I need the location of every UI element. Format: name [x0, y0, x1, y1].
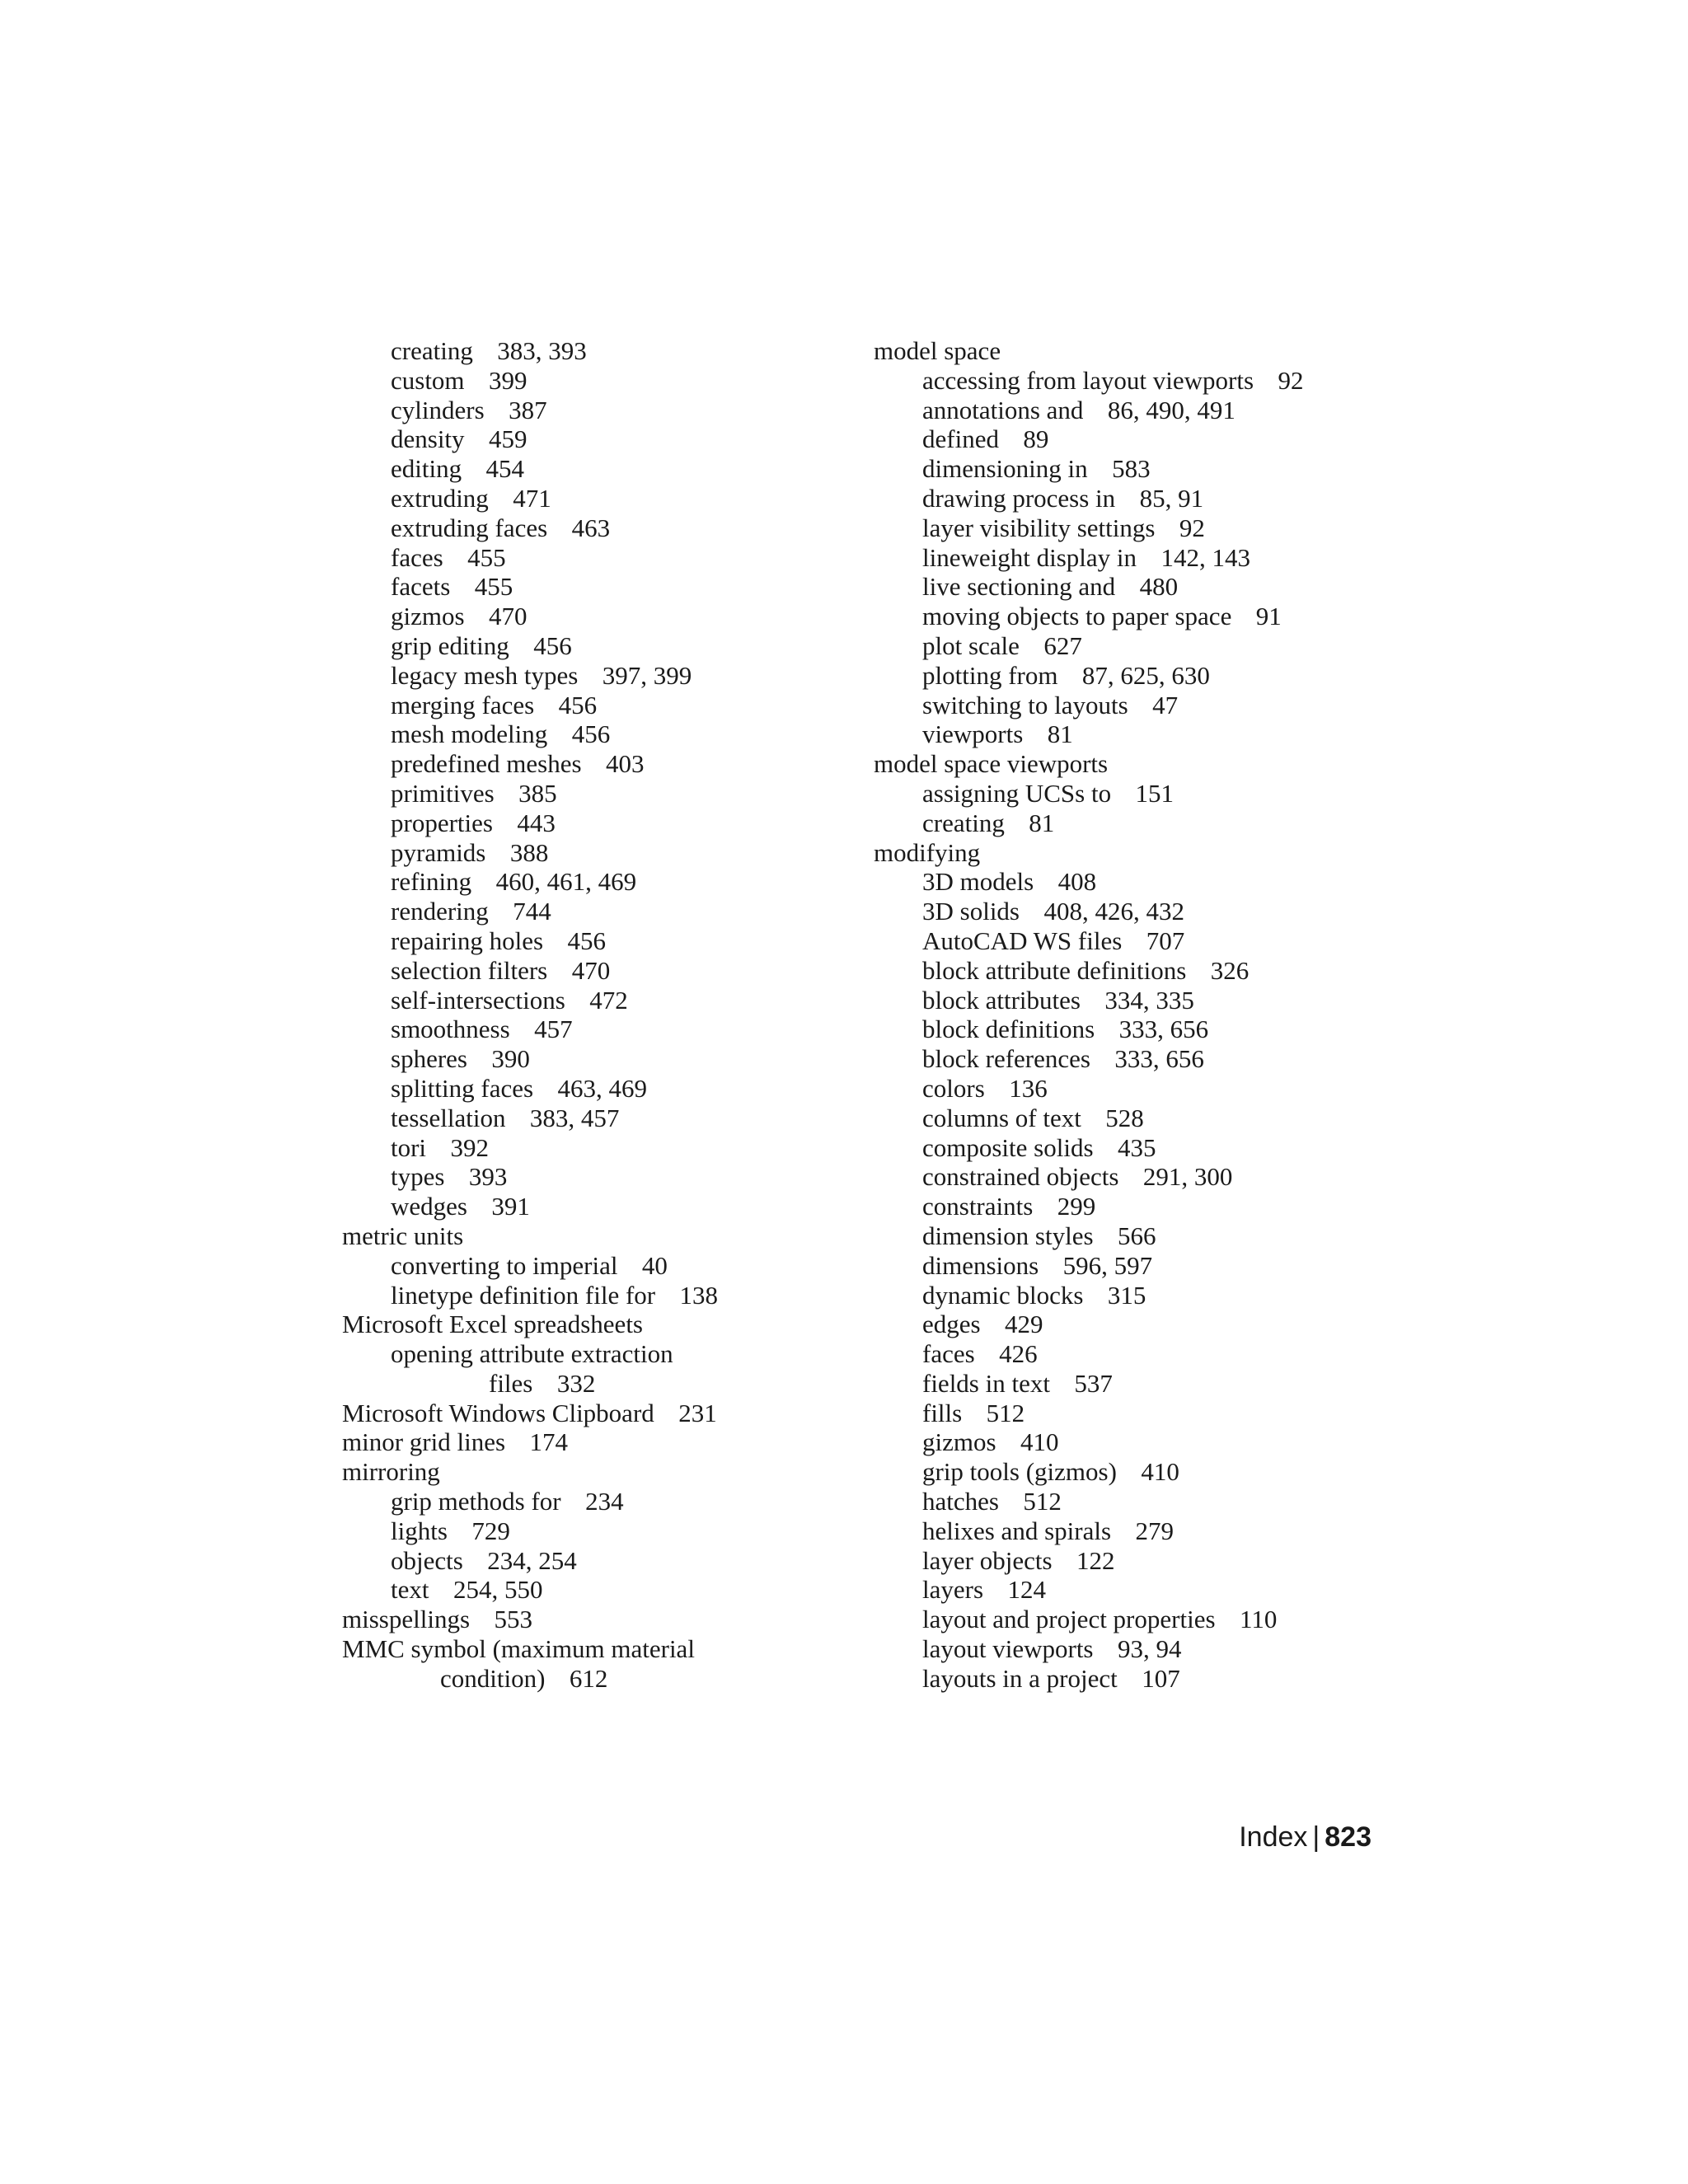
index-page-refs: 471: [513, 483, 551, 513]
index-entry: [874, 1399, 1401, 1428]
index-page-refs: 391: [491, 1192, 530, 1221]
index-entry: [874, 1369, 1401, 1399]
index-entry: [874, 779, 1401, 808]
index-page-refs: 729: [471, 1516, 510, 1545]
index-term: assigning UCSs to: [922, 778, 1112, 808]
index-entry: [874, 986, 1401, 1015]
index-entry: [874, 661, 1401, 691]
index-entry: [874, 1427, 1401, 1457]
index-term: edges: [922, 1310, 981, 1339]
index-page-refs: 91: [1255, 602, 1282, 631]
index-entry: [874, 1251, 1401, 1281]
index-term: drawing process in: [922, 483, 1116, 513]
index-page-refs: 456: [571, 719, 611, 749]
index-entry: [342, 661, 837, 691]
index-term: colors: [922, 1073, 985, 1103]
index-entry: [874, 926, 1401, 956]
index-page-refs: 408, 426, 432: [1043, 897, 1184, 926]
index-term: text: [391, 1575, 429, 1605]
index-term: selection filters: [391, 955, 548, 985]
index-term: helixes and spirals: [922, 1516, 1112, 1545]
index-entry: [874, 1575, 1401, 1605]
index-entry: [874, 424, 1401, 454]
index-term: 3D solids: [922, 897, 1020, 926]
index-entry: [342, 1281, 837, 1310]
index-page-refs: 408: [1057, 867, 1097, 897]
index-entry: [874, 513, 1401, 543]
index-page-refs: 392: [450, 1132, 489, 1162]
index-page-refs: 107: [1142, 1663, 1180, 1693]
index-term: editing: [391, 454, 462, 484]
index-term: lights: [391, 1516, 448, 1545]
index-entry: [342, 1310, 837, 1339]
index-entry: [342, 691, 837, 720]
index-entry: [874, 1605, 1401, 1634]
index-term: gizmos: [391, 602, 465, 631]
index-page-refs: 537: [1074, 1368, 1113, 1398]
index-entry: [874, 1487, 1401, 1516]
index-term: fills: [922, 1398, 963, 1427]
index-page-refs: 85, 91: [1139, 483, 1204, 513]
index-entry: [342, 484, 837, 513]
index-page-refs: 122: [1076, 1545, 1115, 1575]
index-page-refs: 455: [474, 572, 513, 602]
index-page-refs: 279: [1135, 1516, 1174, 1545]
index-term: extruding faces: [391, 513, 548, 542]
index-entry: [342, 749, 837, 779]
index-page-refs: 315: [1107, 1280, 1146, 1310]
index-entry: [874, 454, 1401, 484]
index-page-refs: 512: [1023, 1487, 1062, 1516]
index-term: predefined meshes: [391, 749, 582, 779]
index-page-refs: 435: [1117, 1132, 1156, 1162]
index-page-refs: 553: [494, 1605, 532, 1634]
index-page-refs: 528: [1105, 1103, 1144, 1132]
index-term: switching to layouts: [922, 690, 1128, 719]
index-page-refs: 136: [1009, 1073, 1048, 1103]
page-number: 823: [1325, 1821, 1372, 1853]
index-page-refs: 426: [999, 1339, 1038, 1369]
index-term: mirroring: [342, 1457, 440, 1487]
index-term: objects: [391, 1545, 463, 1575]
index-term: merging faces: [391, 690, 535, 719]
index-term: mesh modeling: [391, 719, 548, 749]
index-page-refs: 410: [1141, 1457, 1179, 1487]
index-entry: [342, 396, 837, 425]
index-page-refs: 456: [533, 630, 572, 660]
index-page-refs: 334, 335: [1104, 985, 1194, 1015]
index-page-refs: 333, 656: [1114, 1044, 1204, 1074]
index-term: dynamic blocks: [922, 1280, 1084, 1310]
index-page-refs: 110: [1239, 1605, 1278, 1634]
index-page-refs: 138: [679, 1280, 719, 1310]
index-term: repairing holes: [391, 926, 544, 955]
index-entry: [342, 602, 837, 631]
index-term: splitting faces: [391, 1073, 534, 1103]
index-term: live sectioning and: [922, 572, 1116, 602]
index-entry: [342, 543, 837, 573]
index-term: constrained objects: [922, 1162, 1119, 1192]
index-term: primitives: [391, 778, 495, 808]
index-term: Microsoft Excel spreadsheets: [342, 1310, 643, 1339]
index-page-refs: 470: [489, 602, 528, 631]
index-entry: [342, 1251, 837, 1281]
index-term: facets: [391, 572, 451, 602]
index-entry: [342, 1104, 837, 1133]
index-page-refs: 443: [517, 808, 556, 837]
index-term: faces: [391, 542, 443, 572]
index-entry: [342, 1015, 837, 1044]
index-term: annotations and: [922, 395, 1084, 424]
index-entry: [342, 1575, 837, 1605]
index-term: grip tools (gizmos): [922, 1457, 1117, 1487]
index-entry: [874, 838, 1401, 868]
index-page-refs: 326: [1210, 955, 1250, 985]
index-page-refs: 387: [509, 395, 547, 424]
index-page-refs: 291, 300: [1142, 1162, 1233, 1192]
index-term: metric units: [342, 1221, 464, 1250]
index-term: layouts in a project: [922, 1663, 1118, 1693]
index-entry: [874, 1044, 1401, 1074]
index-page-refs: 480: [1139, 572, 1179, 602]
index-page-refs: 463, 469: [557, 1073, 647, 1103]
index-entry: [874, 1104, 1401, 1133]
index-page-refs: 403: [605, 749, 645, 779]
index-term: smoothness: [391, 1015, 510, 1044]
index-page-refs: 151: [1135, 778, 1175, 808]
index-entry: [874, 867, 1401, 897]
index-term: cylinders: [391, 395, 485, 424]
index-page-refs: 234, 254: [487, 1545, 577, 1575]
index-page-refs: 457: [534, 1015, 573, 1044]
index-term: layers: [922, 1575, 984, 1605]
index-entry: [874, 631, 1401, 661]
index-term: layout and project properties: [922, 1605, 1216, 1634]
index-page-refs: 92: [1179, 513, 1205, 542]
index-entry: [874, 1634, 1401, 1664]
index-column-left: [342, 336, 837, 1694]
index-entry: [874, 1457, 1401, 1487]
index-entry: [874, 1310, 1401, 1339]
index-entry: [874, 808, 1401, 838]
index-entry: [342, 719, 837, 749]
index-entry: [342, 1399, 837, 1428]
index-term: hatches: [922, 1487, 999, 1516]
index-entry: [874, 1221, 1401, 1251]
index-entry: [342, 926, 837, 956]
index-page-refs: 456: [567, 926, 607, 955]
index-entry: [874, 1339, 1401, 1369]
index-term: linetype definition file for: [391, 1280, 656, 1310]
index-entry: [874, 1281, 1401, 1310]
index-page-refs: 47: [1152, 690, 1179, 719]
index-term: self-intersections: [391, 985, 565, 1015]
index-entry: [342, 1516, 837, 1546]
index-term: 3D models: [922, 867, 1034, 897]
index-entry: [342, 838, 837, 868]
index-term: block definitions: [922, 1015, 1095, 1044]
index-entry: [874, 602, 1401, 631]
index-term: grip editing: [391, 630, 509, 660]
index-page-refs: 299: [1057, 1192, 1096, 1221]
index-entry: [342, 513, 837, 543]
index-page-refs: 174: [529, 1427, 568, 1457]
index-term: files: [489, 1368, 533, 1398]
index-term: plotting from: [922, 660, 1058, 690]
index-entry: [342, 808, 837, 838]
index-entry: [342, 1664, 837, 1694]
index-term: dimensioning in: [922, 454, 1088, 484]
index-term: composite solids: [922, 1132, 1094, 1162]
index-page-refs: 707: [1146, 926, 1185, 955]
index-term: fields in text: [922, 1368, 1050, 1398]
index-page-refs: 472: [589, 985, 628, 1015]
index-page-refs: 612: [569, 1663, 608, 1693]
index-term: layer objects: [922, 1545, 1053, 1575]
index-entry: [342, 1339, 837, 1369]
footer-separator: |: [1312, 1821, 1320, 1853]
index-page-refs: 124: [1007, 1575, 1046, 1605]
index-entry: [874, 749, 1401, 779]
index-entry: [874, 336, 1401, 366]
index-page-refs: 410: [1020, 1427, 1059, 1457]
index-term: defined: [922, 424, 999, 454]
index-term: accessing from layout viewports: [922, 365, 1254, 395]
index-term: rendering: [391, 897, 489, 926]
index-term: density: [391, 424, 465, 454]
index-page-refs: 383, 457: [529, 1103, 620, 1132]
index-entry: [342, 1605, 837, 1634]
index-term: creating: [922, 808, 1005, 837]
index-term: legacy mesh types: [391, 660, 579, 690]
index-term: misspellings: [342, 1605, 471, 1634]
index-page-refs: 86, 490, 491: [1107, 395, 1236, 424]
index-page-refs: 40: [641, 1250, 668, 1280]
index-term: pyramids: [391, 837, 486, 867]
index-entry: [874, 1015, 1401, 1044]
index-term: layer visibility settings: [922, 513, 1156, 542]
index-entry: [874, 1133, 1401, 1163]
index-term: AutoCAD WS files: [922, 926, 1123, 955]
index-term: constraints: [922, 1192, 1034, 1221]
index-page-refs: 463: [571, 513, 611, 542]
index-term: moving objects to paper space: [922, 602, 1232, 631]
index-term: spheres: [391, 1044, 467, 1074]
index-term: dimension styles: [922, 1221, 1094, 1250]
index-page-refs: 231: [678, 1398, 717, 1427]
index-page-refs: 397, 399: [602, 660, 692, 690]
index-page-refs: 93, 94: [1117, 1634, 1182, 1664]
index-term: faces: [922, 1339, 975, 1369]
index-entry: [342, 1634, 837, 1664]
index-term: layout viewports: [922, 1634, 1094, 1664]
index-entry: [342, 956, 837, 986]
index-page-refs: 333, 656: [1118, 1015, 1209, 1044]
index-page-refs: 459: [489, 424, 528, 454]
index-entry: [874, 543, 1401, 573]
page-footer: [1154, 1821, 1372, 1854]
index-entry: [342, 572, 837, 602]
index-term: block attribute definitions: [922, 955, 1187, 985]
index-term: block references: [922, 1044, 1090, 1074]
index-entry: [342, 779, 837, 808]
index-entry: [342, 1192, 837, 1221]
index-term: dimensions: [922, 1250, 1039, 1280]
index-term: lineweight display in: [922, 542, 1137, 572]
index-page-refs: 81: [1047, 719, 1073, 749]
index-page-refs: 390: [491, 1044, 530, 1074]
index-entry: [874, 1664, 1401, 1694]
index-entry: [874, 572, 1401, 602]
index-entry: [874, 366, 1401, 396]
index-page-refs: 332: [556, 1368, 596, 1398]
index-column-right: [874, 336, 1401, 1694]
index-page-refs: 596, 597: [1062, 1250, 1153, 1280]
index-page-refs: 234: [585, 1487, 624, 1516]
index-page-refs: 456: [558, 690, 598, 719]
index-entry: [874, 719, 1401, 749]
index-entry: [342, 1044, 837, 1074]
index-page-refs: 512: [986, 1398, 1025, 1427]
index-term: grip methods for: [391, 1487, 561, 1516]
index-entry: [342, 1427, 837, 1457]
index-page-refs: 393: [468, 1162, 508, 1192]
index-page-refs: 399: [489, 365, 528, 395]
index-term: wedges: [391, 1192, 467, 1221]
index-entry: [342, 454, 837, 484]
index-term: extruding: [391, 483, 489, 513]
index-page-refs: 81: [1029, 808, 1055, 837]
index-entry: [874, 1162, 1401, 1192]
index-entry: [342, 1457, 837, 1487]
index-entry: [342, 867, 837, 897]
index-entry: [342, 424, 837, 454]
index-page-refs: 470: [571, 955, 611, 985]
index-entry: [342, 336, 837, 366]
index-page-refs: 383, 393: [497, 336, 587, 365]
index-term: refining: [391, 867, 472, 897]
index-page-refs: 388: [509, 837, 549, 867]
index-entry: [342, 986, 837, 1015]
index-page-refs: 429: [1005, 1310, 1043, 1339]
index-page-refs: 627: [1043, 630, 1082, 660]
index-term: model space: [874, 336, 1001, 365]
index-term: minor grid lines: [342, 1427, 506, 1457]
index-entry: [874, 1516, 1401, 1546]
index-entry: [342, 1369, 837, 1399]
index-entry: [342, 1221, 837, 1251]
index-term: plot scale: [922, 630, 1020, 660]
index-term: properties: [391, 808, 493, 837]
index-term: tori: [391, 1132, 427, 1162]
index-term: tessellation: [391, 1103, 506, 1132]
index-page-refs: 92: [1278, 365, 1304, 395]
index-entry: [874, 484, 1401, 513]
index-term: viewports: [922, 719, 1024, 749]
index-entry: [342, 1074, 837, 1104]
index-entry: [874, 396, 1401, 425]
index-entry: [342, 366, 837, 396]
footer-section-label: Index: [1239, 1821, 1308, 1853]
index-entry: [874, 1546, 1401, 1576]
index-entry: [874, 897, 1401, 926]
index-page-refs: 455: [467, 542, 506, 572]
index-term: block attributes: [922, 985, 1081, 1015]
index-term: creating: [391, 336, 473, 365]
index-page-refs: 254, 550: [452, 1575, 543, 1605]
index-page-refs: 566: [1117, 1221, 1156, 1250]
index-term: Microsoft Windows Clipboard: [342, 1398, 654, 1427]
index-entry: [342, 1487, 837, 1516]
index-term: model space viewports: [874, 749, 1109, 779]
index-page-refs: 460, 461, 469: [495, 867, 637, 897]
index-entry: [342, 1133, 837, 1163]
index-entry: [874, 691, 1401, 720]
index-term: converting to imperial: [391, 1250, 618, 1280]
index-term: opening attribute extraction: [391, 1339, 673, 1369]
index-entry: [874, 1074, 1401, 1104]
index-entry: [342, 897, 837, 926]
index-entry: [342, 631, 837, 661]
index-page-refs: 454: [485, 454, 525, 484]
index-page-refs: 744: [513, 897, 551, 926]
index-term: custom: [391, 365, 465, 395]
index-page-refs: 385: [518, 778, 557, 808]
index-entry: [874, 1192, 1401, 1221]
index-term: types: [391, 1162, 445, 1192]
index-entry: [342, 1546, 837, 1576]
index-term: gizmos: [922, 1427, 996, 1457]
index-page-refs: 87, 625, 630: [1081, 660, 1210, 690]
index-term: columns of text: [922, 1103, 1081, 1132]
index-entry: [874, 956, 1401, 986]
index-term: modifying: [874, 837, 981, 867]
index-page-refs: 89: [1023, 424, 1049, 454]
index-entry: [342, 1162, 837, 1192]
index-page-refs: 583: [1112, 454, 1151, 484]
index-page-refs: 142, 143: [1160, 542, 1250, 572]
index-term: MMC symbol (maximum material: [342, 1634, 695, 1664]
index-term: condition): [440, 1663, 546, 1693]
